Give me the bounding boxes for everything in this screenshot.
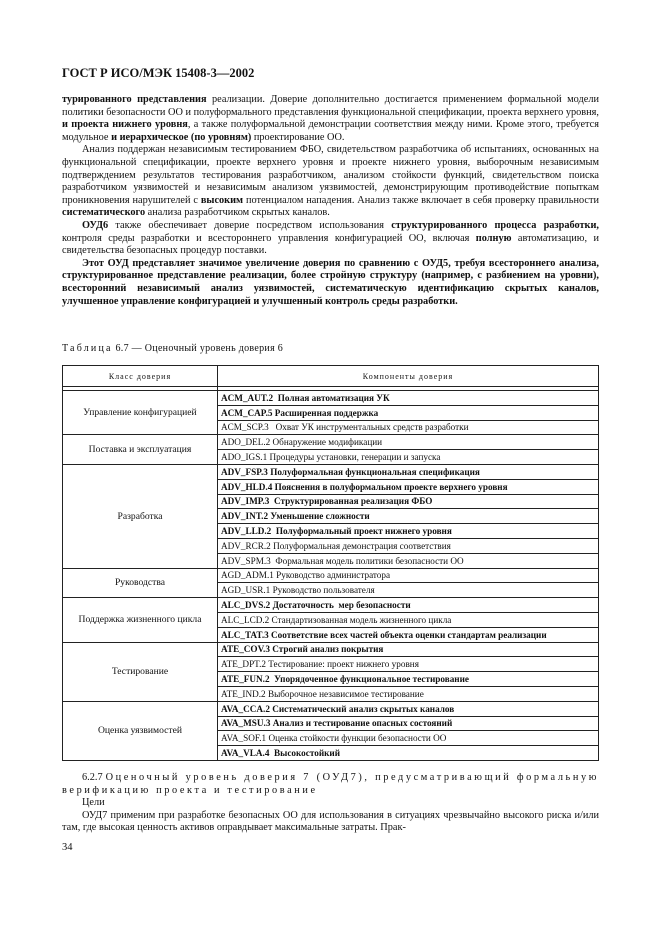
component-code: AGD_USR.1	[221, 585, 271, 596]
paragraph-1	[62, 94, 599, 144]
assurance-class-cell: Поддержка жизненного цикла	[63, 598, 218, 642]
p3-bold-e: полную	[475, 232, 512, 244]
paragraph-4	[62, 258, 599, 308]
assurance-class-cell: Разработка	[63, 464, 218, 568]
table-row	[63, 464, 599, 479]
component-title: Процедуры установки, генерации и запуска	[267, 452, 441, 463]
component-code: ADO_DEL.2	[221, 437, 271, 448]
section-heading	[62, 772, 599, 797]
table-caption-text: 6.7 — Оценочный уровень доверия 6	[112, 343, 284, 354]
assurance-component-cell	[218, 657, 599, 672]
assurance-component-cell	[218, 450, 599, 465]
page-number: 34	[62, 842, 73, 853]
paragraph-2	[62, 144, 599, 220]
assurance-component-cell	[218, 524, 599, 539]
component-title: Упорядоченное функциональное тестирование	[269, 674, 469, 685]
p4-bold: Этот ОУД представляет значимое увеличение доверия по сравнению с ОУД5, требуя всестороннего анализа, структурированное представление реализации, более стройную структуру (например, с разбиением на уровни), всесторонний независимый анализ уязвимостей, систематическую идентификацию скрытых каналов, улучшенное управление конфигурацией и улучшенный контроль среды разработки.	[62, 257, 599, 307]
component-title: Обнаружение модификации	[270, 437, 383, 448]
p2-text-a: Анализ поддержан независимым тестированием ФБО, свидетельством разработчика об испытаниях, основанных на функциональной спецификации, проекте верхнего уровня и проекте нижнего уровня	[62, 144, 599, 168]
assurance-component-cell	[218, 686, 599, 701]
component-code: AVA_CCA.2	[221, 703, 270, 714]
component-code: AVA_VLA.4	[221, 748, 270, 759]
assurance-component-cell	[218, 420, 599, 435]
component-code: ADV_LLD.2	[221, 526, 272, 537]
component-title: Достаточность мер безопасности	[270, 600, 411, 611]
component-title: Структурированная реализация ФБО	[269, 496, 433, 507]
table-row	[63, 642, 599, 657]
table-row	[63, 701, 599, 716]
component-code: ACM_SCP.3	[221, 422, 269, 433]
p1-bold-a: турированного представления	[62, 94, 207, 105]
assurance-component-cell	[218, 672, 599, 687]
p1-bold-e: и иерархическое (по уровням)	[111, 131, 252, 143]
p2-text-b: , выборочным независимым подтверждением результатов тестирования разработчиком, анализом стойкости функций, свидетельством поиска разработчиком уязвимостей и независимым анализом уязвимостей, демонстрирующим противодействие попыткам проникновения нарушителей с	[62, 156, 599, 206]
assurance-component-cell	[218, 494, 599, 509]
assurance-component-cell	[218, 391, 599, 406]
p1-text-f: проектирование ОО.	[251, 131, 345, 143]
assurance-component-cell	[218, 612, 599, 627]
p3-bold-c: структурированного процесса разработки,	[391, 219, 599, 231]
component-title: Тестирование: проект нижнего уровня	[266, 659, 419, 670]
p2-text-f: анализа разработчиком скрытых каналов.	[145, 207, 330, 219]
p1-text-b: реализации. Доверие дополнительно достигается применением формальной модели политики безопасности ОО и полуформального представления функциональной спецификации, проекта верхнего уровня,	[62, 94, 599, 118]
component-title: Руководство администратора	[273, 570, 391, 581]
component-code: ADV_RCR.2	[221, 540, 271, 551]
assurance-component-cell	[218, 701, 599, 716]
paragraph-3	[62, 220, 599, 258]
assurance-component-cell	[218, 553, 599, 568]
p1-bold-c: и проекта нижнего уровня	[62, 119, 188, 131]
component-code: ADV_FSP.3	[221, 466, 268, 477]
assurance-component-cell	[218, 627, 599, 642]
section-heading-text: Оценочный уровень доверия 7 (ОУД7), предусматривающий формальную верификацию проекта и тестирование	[62, 772, 599, 796]
assurance-component-cell	[218, 731, 599, 746]
p3-text-f: автоматизацию, и свидетельства безопасных процедур поставки.	[62, 232, 599, 257]
component-code: ATE_DPT.2	[221, 659, 266, 670]
p2-bold-c: высоким	[200, 194, 244, 206]
component-title: Полная автоматизация УК	[273, 392, 390, 403]
section-heading-number: 6.2.7	[82, 772, 106, 783]
component-code: ATE_FUN.2	[221, 674, 270, 685]
component-code: ALC_DVS.2	[221, 600, 271, 611]
component-title: Охват УК инструментальных средств разработки	[268, 422, 469, 433]
body-text	[62, 94, 599, 308]
table-row	[63, 568, 599, 583]
component-code: ATE_IND.2	[221, 688, 266, 699]
assurance-component-cell	[218, 642, 599, 657]
component-code: ADV_SPM.3	[221, 555, 271, 566]
assurance-component-cell	[218, 538, 599, 553]
assurance-class-cell: Управление конфигурацией	[63, 391, 218, 435]
assurance-level-table	[62, 365, 599, 761]
table-caption	[62, 343, 283, 354]
assurance-class-cell: Тестирование	[63, 642, 218, 701]
component-code: ACM_CAP.5	[221, 407, 273, 418]
col-header-class: Класс доверия	[63, 366, 218, 387]
component-title: Соответствие всех частей объекта оценки стандартам реализации	[268, 629, 547, 640]
table-caption-label: Таблица	[62, 343, 113, 354]
assurance-class-cell: Оценка уязвимостей	[63, 701, 218, 760]
component-title: Расширенная поддержка	[272, 407, 379, 418]
component-title: Стандартизованная модель жизненного цикла	[269, 614, 452, 625]
section-text	[62, 772, 599, 835]
component-code: ACM_AUT.2	[221, 392, 274, 403]
component-code: ATE_COV.3	[221, 644, 270, 655]
component-code: ALC_TAT.3	[221, 629, 269, 640]
assurance-component-cell	[218, 568, 599, 583]
component-title: Систематический анализ скрытых каналов	[269, 703, 455, 714]
component-title: Полуформальная функциональная спецификация	[267, 466, 480, 477]
component-title: Строгий анализ покрытия	[269, 644, 384, 655]
goals-label: Цели	[82, 797, 105, 809]
assurance-component-cell	[218, 479, 599, 494]
component-title: Формальная модель политики безопасности ОО	[270, 555, 464, 566]
assurance-component-cell	[218, 405, 599, 420]
p3-text-d: контроля среды разработки и всестороннего управления конфигурацией ОО, включая	[62, 232, 476, 244]
p1-text-d: , а также полуформальной демонстрации соответствия между ними. Кроме этого, требуется модульное	[62, 119, 599, 143]
component-code: AVA_MSU.3	[221, 718, 271, 729]
component-title: Пояснения в полуформальном проекте верхнего уровня	[272, 481, 508, 492]
component-code: ADV_INT.2	[221, 511, 269, 522]
component-title: Полуформальный проект нижнего уровня	[271, 526, 452, 537]
document-header: ГОСТ Р ИСО/МЭК 15408-3—2002	[62, 66, 255, 80]
assurance-component-cell	[218, 509, 599, 524]
p3-bold-a: ОУД6	[82, 219, 109, 231]
assurance-class-cell: Руководства	[63, 568, 218, 598]
assurance-component-cell	[218, 464, 599, 479]
table-header-row	[63, 366, 599, 387]
table-row	[63, 435, 599, 450]
table-body	[63, 387, 599, 761]
assurance-class-cell: Поставка и эксплуатация	[63, 435, 218, 465]
component-code: AVA_SOF.1	[221, 733, 267, 744]
component-code: ADV_IMP.3	[221, 496, 270, 507]
component-title: Высокостойкий	[269, 748, 340, 759]
component-code: ADV_HLD.4	[221, 481, 273, 492]
assurance-component-cell	[218, 583, 599, 598]
component-code: ALC_LCD.2	[221, 614, 270, 625]
component-code: AGD_ADM.1	[221, 570, 274, 581]
component-title: Анализ и тестирование опасных состояний	[270, 718, 453, 729]
assurance-component-cell	[218, 746, 599, 761]
assurance-component-cell	[218, 435, 599, 450]
table-row	[63, 391, 599, 406]
p2-text-d: потенциалом нападения. Анализ также включает в себя проверку правильности	[243, 194, 599, 206]
component-title: Полуформальная демонстрация соответствия	[270, 540, 451, 551]
goals-text: ОУД7 применим при разработке безопасных ОО для использования в ситуациях чрезвычайно высокого риска и/или там, где высокая ценность активов оправдывает максимальные затраты. Прак-	[62, 809, 599, 834]
p2-bold-e: систематического	[62, 207, 146, 219]
component-title: Выборочное независимое тестирование	[265, 688, 424, 699]
component-title: Оценка стойкости функции безопасности ОО	[266, 733, 447, 744]
table-row	[63, 598, 599, 613]
component-title: Уменьшение сложности	[268, 511, 370, 522]
component-code: ADO_IGS.1	[221, 452, 268, 463]
p3-text-b: также обеспечивает доверие посредством использования	[108, 219, 392, 231]
component-title: Руководство пользователя	[270, 585, 375, 596]
col-header-components: Компоненты доверия	[218, 366, 599, 387]
assurance-component-cell	[218, 598, 599, 613]
assurance-component-cell	[218, 716, 599, 731]
